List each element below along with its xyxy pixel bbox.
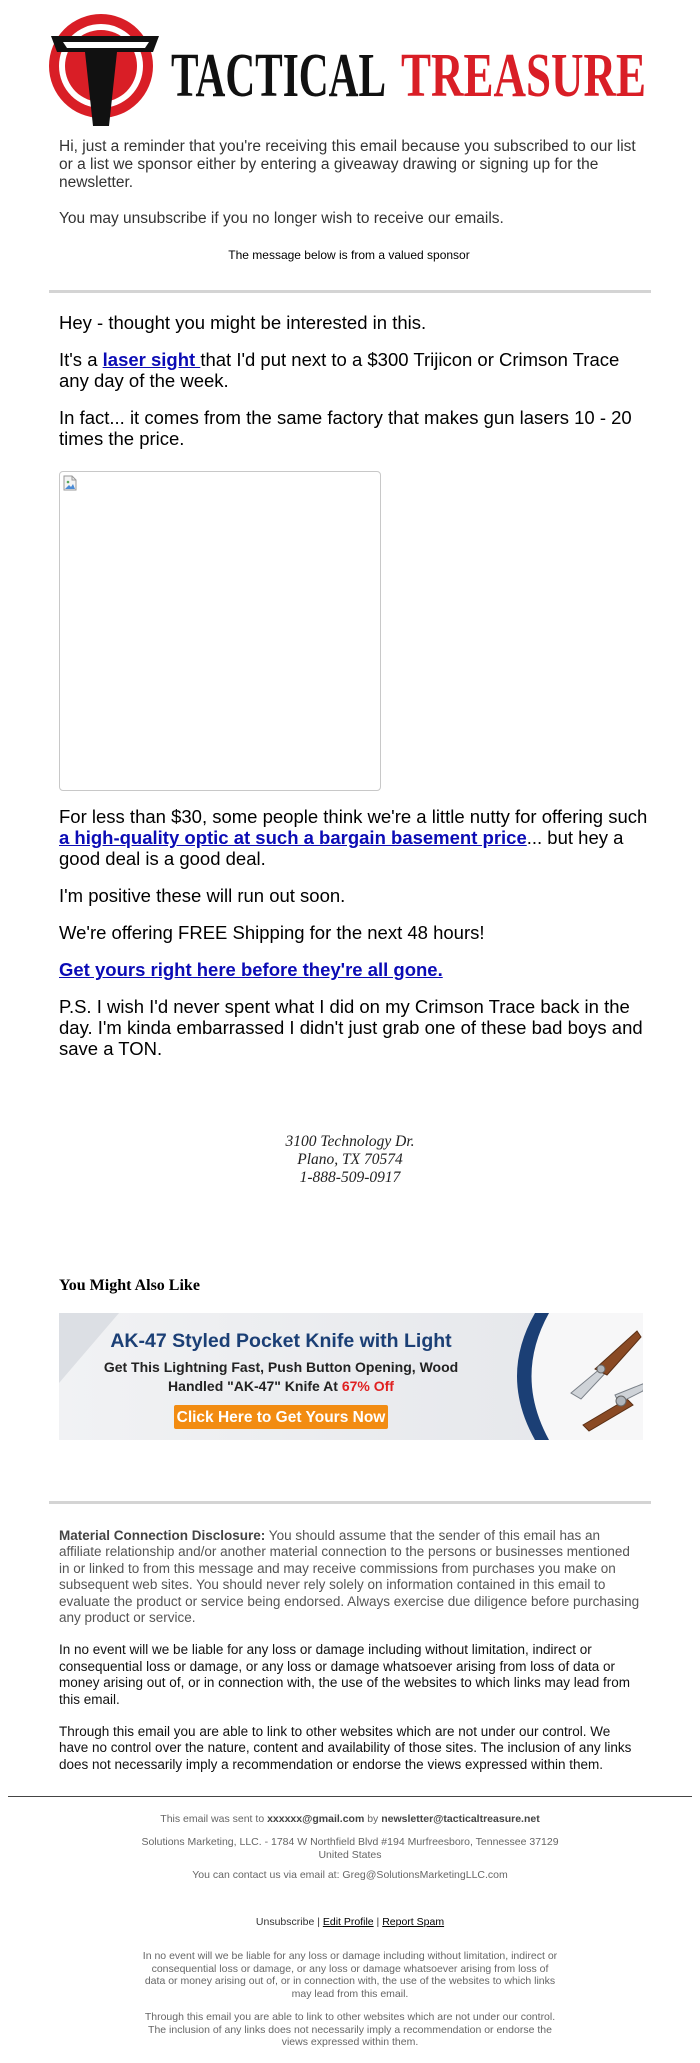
target-t-icon [49, 14, 159, 126]
external-links-paragraph: Through this email you are able to link to other websites which are not under our control. We have no control over the nature, content and availability of those sites. The inclusion of any links does not necessarily imply a recommendation or endorse the views expressed within them. [59, 1724, 632, 1772]
message-paragraph: We're offering FREE Shipping for the next 48 hours! [59, 922, 485, 943]
legal-disclosure [59, 1528, 643, 1789]
disclosure-label: Material Connection Disclosure: [59, 1528, 266, 1543]
edit-profile-link[interactable]: Edit Profile [322, 1916, 374, 1928]
address-city: Plano, TX 70574 [297, 1151, 403, 1168]
report-spam-link[interactable]: Report Spam [382, 1916, 445, 1928]
brand-name-tactical: TACTICAL [171, 42, 386, 110]
sponsor-message [59, 312, 649, 465]
sent-to-line: This email was sent to xxxxxx@gmail.com by newsletter@tacticaltreasure.net [160, 1813, 540, 1825]
product-image[interactable] [59, 471, 381, 791]
knife-ad-banner[interactable] [59, 1313, 643, 1440]
liability-paragraph: In no event will we be liable for any loss or damage including without limitation, indirect or consequential loss or damage, or any loss or damage whatsoever arising from loss of data or money arising out of, or in connection with, the use of the websites to which links may lead from this email. [59, 1642, 631, 1707]
sponsor-message-continued [59, 806, 649, 1075]
banner-line-1: Get This Lightning Fast, Push Button Opening, Wood [103, 1359, 459, 1375]
recipient-email: xxxxxx@gmail.com [267, 1813, 365, 1825]
contact-line: You can contact us via email at: Greg@SolutionsMarketingLLC.com [192, 1869, 508, 1881]
message-paragraph: I'm positive these will run out soon. [59, 885, 346, 906]
message-ps: P.S. I wish I'd never spent what I did on my Crimson Trace back in the day. I'm kinda embarrassed I didn't just grab one of these bad boys and save a TON. [59, 996, 643, 1059]
subscription-notice [59, 138, 639, 246]
footer-liability: In no event will we be liable for any loss or damage including without limitation, indirect or consequential loss or damage, or any loss or damage whatsoever arising from loss of data or money arising out of, or in connection with, the use of the websites to which links may lead from this email. [142, 1950, 558, 2000]
message-greeting: Hey - thought you might be interested in this. [59, 312, 427, 333]
sponsor-note: The message below is from a valued sponsor [228, 248, 470, 262]
brand-logo [49, 8, 649, 130]
sponsor-address [200, 1133, 500, 1187]
unsubscribe-link[interactable]: Unsubscribe [255, 1916, 315, 1928]
broken-image-icon [63, 475, 77, 491]
footer-external-links: Through this email you are able to link to other websites which are not under our control. The inclusion of any links does not necessarily imply a recommendation or endorse the views expressed within them. [144, 2011, 556, 2048]
address-street: 3100 Technology Dr. [285, 1133, 415, 1150]
sender-email: newsletter@tacticaltreasure.net [381, 1813, 540, 1825]
unsubscribe-note: You may unsubscribe if you no longer wish to receive our emails. [59, 210, 504, 227]
banner-cta-label: Click Here to Get Yours Now [176, 1409, 386, 1426]
company-address: Solutions Marketing, LLC. - 1784 W Northfield Blvd #194 Murfreesboro, Tennessee 37129 United States [141, 1836, 559, 1861]
bargain-optic-link[interactable]: a high-quality optic at such a bargain basement price [59, 827, 527, 848]
get-yours-link[interactable]: Get yours right here before they're all gone. [59, 959, 443, 980]
banner-title: AK-47 Styled Pocket Knife with Light [110, 1330, 452, 1352]
brand-name-treasure: TREASURE [401, 42, 646, 110]
cta-paragraph [59, 959, 649, 980]
message-paragraph: It's a laser sight that I'd put next to a $300 Trijicon or Crimson Trace any day of the week. [59, 349, 620, 391]
reminder-text: Hi, just a reminder that you're receiving this email because you subscribed to our list or a list we sponsor either by entering a giveaway drawing or signing up for the newsletter. [59, 138, 636, 191]
message-paragraph: In fact... it comes from the same factory that makes gun lasers 10 - 20 times the price. [59, 407, 632, 449]
address-phone: 1-888-509-0917 [299, 1169, 401, 1186]
banner-cta-button[interactable] [174, 1405, 388, 1429]
also-like-heading: You Might Also Like [59, 1277, 200, 1294]
footer-links: Unsubscribe | Edit Profile | Report Spam [255, 1916, 445, 1928]
banner-line-2: Handled "AK-47" Knife At 67% Off [168, 1378, 394, 1394]
divider [49, 290, 651, 293]
material-connection-disclosure: Material Connection Disclosure: You should assume that the sender of this email has an affiliate relationship and/or another material connection to the persons or businesses mentioned in or linked to from this message and may receive commissions from purchases you make on subsequent web sites. You should never rely solely on information contained in this email to evaluate the product or service being endorsed. Always exercise due diligence before purchasing any product or service. [59, 1528, 640, 1626]
message-paragraph: For less than $30, some people think we're a little nutty for offering such a high-quality optic at such a bargain basement price... but hey a good deal is a good deal. [59, 806, 648, 869]
discount-highlight: 67% Off [341, 1378, 394, 1394]
divider [49, 1501, 651, 1504]
footer-divider [8, 1796, 692, 1797]
laser-sight-link[interactable]: laser sight [102, 349, 201, 370]
